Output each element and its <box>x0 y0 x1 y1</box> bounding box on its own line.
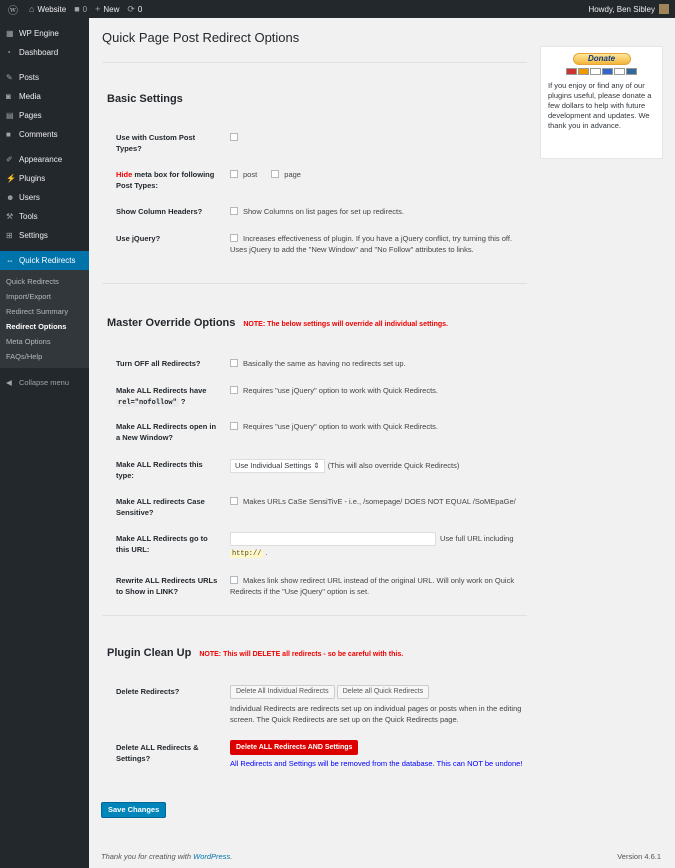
admin-sidebar <box>0 18 89 868</box>
case-sensitive-checkbox[interactable] <box>230 497 238 505</box>
delete-quick-redirects-button[interactable]: Delete all Quick Redirects <box>337 685 430 699</box>
comments-link[interactable]: ■ 0 <box>74 4 88 14</box>
wrench-icon: ⚒ <box>6 212 14 221</box>
plus-icon: + <box>95 4 101 14</box>
divider <box>102 62 527 63</box>
donate-box <box>540 46 663 159</box>
custom-post-types-label: Use with Custom Post Types? <box>116 133 196 153</box>
redirect-type-label: Make ALL Redirects this type: <box>116 460 203 480</box>
dashboard-icon: ◔ <box>6 48 11 57</box>
new-window-label: Make ALL Redirects open in a New Window? <box>116 422 217 442</box>
submenu-redirect-options[interactable]: Redirect Options <box>6 322 67 331</box>
settings-icon: ⊞ <box>6 231 13 240</box>
wordpress-logo-icon[interactable]: ⓦ <box>8 5 18 17</box>
new-window-checkbox[interactable] <box>230 422 238 430</box>
rewrite-urls-checkbox[interactable] <box>230 576 238 584</box>
hide-meta-box-label: Hide meta box for following Post Types: <box>116 170 215 190</box>
submenu-import-export[interactable]: Import/Export <box>6 292 52 301</box>
quick-redirects-submenu <box>0 270 89 368</box>
updates-link[interactable]: ⟳ 0 <box>127 3 143 14</box>
site-name-link[interactable]: ⌂ Website <box>29 4 67 14</box>
refresh-icon: ⟳ <box>127 3 135 14</box>
version-text: Version 4.6.1 <box>617 852 661 861</box>
column-headers-checkbox[interactable] <box>230 207 238 215</box>
hide-post-checkbox[interactable] <box>230 170 238 178</box>
page-title: Quick Page Post Redirect Options <box>102 30 300 45</box>
redirect-type-select[interactable]: Use Individual Settings ⇕ <box>230 459 325 473</box>
main-content: Quick Page Post Redirect Options Basic Settings Use with Custom Post Types? Hide meta box for following Post Types: post page Show Column Headers? Show Columns on list pages for set up redirects. Use jQuery? Increases effectiveness of plugin. If you have a jQuery conflict, try turning this off. Uses jQuery to add the "New Window" and "No Follow" attributes to links. Master Override Options NOTE: The below settings will override all individual settings. Turn OFF all Redirects? Basically the same as having no redirects set up. Make ALL Redirects have rel="nofollow" ? Requires "use jQuery" option to work with Quick Redirects. Make ALL Redirects open in a New Window? Requires "use jQuery" option to work with Quick Redirects. Make ALL Redirects this type: Use Individual Settings ⇕ (This will also override Quick Redirects) Make ALL redirects Case Sensitive? Makes URLs CaSe SensiTivE - i.e., /somepage/ DOES NOT EQUAL /SoMEpaGe/ Make ALL Redirects go to this URL: Use full URL including http:// . Rewrite ALL Redirects URLs to Show in LINK? Makes link show redirect URL instead of the original URL. Will only work on Quick Redirects if the "Use jQuery" option is set. Plugin Clean Up NOTE: This will DELETE all redirects - so be careful with this. Delete Redirects? Delete All Individual Redirects Delete all Quick Redirects Individual Redirects are redirects set up on individual pages or posts when in the editing screen. The Quick Redirects are set up on the Quick Redirects page. Delete ALL Redirects & Settings? Delete ALL Redirects AND Settings All Redirects and Settings will be removed from the database. This can NOT be undone! Save Changes Donate If you enjoy or find any of our plugins useful, please donate a few dollars to help with future development and updates. We thank you in advance. Thank you for creating with WordPress. Version 4.6.1 <box>89 18 675 868</box>
redirect-arrows-icon: ⇔ <box>6 256 14 265</box>
divider <box>102 283 527 284</box>
menu-item-wp-engine[interactable]: ▦ WP Engine <box>6 29 59 38</box>
submenu-quick-redirects[interactable]: Quick Redirects <box>6 277 59 286</box>
menu-item-tools[interactable]: ⚒ Tools <box>6 212 38 221</box>
submenu-meta-options[interactable]: Meta Options <box>6 337 51 346</box>
plug-icon: ⚡ <box>6 174 16 183</box>
menu-item-quick-redirects[interactable]: ⇔ Quick Redirects <box>0 251 89 270</box>
nofollow-checkbox[interactable] <box>230 386 238 394</box>
menu-item-appearance[interactable]: ✐ Appearance <box>6 155 63 164</box>
menu-item-pages[interactable]: ▤ Pages <box>6 111 42 120</box>
use-jquery-checkbox[interactable] <box>230 234 238 242</box>
admin-bar <box>0 0 675 18</box>
comment-icon: ■ <box>74 4 80 14</box>
rewrite-urls-label: Rewrite ALL Redirects URLs to Show in LINK? <box>116 576 218 596</box>
menu-item-users[interactable]: ☻ Users <box>6 193 40 202</box>
divider <box>102 615 527 616</box>
basic-settings-heading: Basic Settings <box>107 93 183 105</box>
menu-item-plugins[interactable]: ⚡ Plugins <box>6 174 46 183</box>
plugin-clean-up-heading: Plugin Clean Up NOTE: This will DELETE all redirects - so be careful with this. <box>107 647 404 659</box>
media-icon: ◙ <box>6 92 11 101</box>
credit-cards-icon <box>548 68 655 75</box>
submenu-faqs-help[interactable]: FAQs/Help <box>6 352 43 361</box>
redirect-url-input[interactable] <box>230 532 436 546</box>
delete-all-redirects-settings-button[interactable]: Delete ALL Redirects AND Settings <box>230 740 358 755</box>
clean-up-note: NOTE: This will DELETE all redirects - so be careful with this. <box>199 651 404 658</box>
case-sensitive-label: Make ALL redirects Case Sensitive? <box>116 497 205 517</box>
master-override-heading: Master Override Options NOTE: The below settings will override all individual settings. <box>107 317 448 329</box>
brush-icon: ✐ <box>6 155 13 164</box>
comments-icon: ■ <box>6 130 11 139</box>
submenu-redirect-summary[interactable]: Redirect Summary <box>6 307 69 316</box>
turn-off-redirects-label: Turn OFF all Redirects? <box>116 359 201 368</box>
delete-redirects-description: Individual Redirects are redirects set up on individual pages or posts when in the editing screen. The Quick Redirects are set up on the Quick Redirects page. <box>230 704 522 724</box>
collapse-menu-button[interactable]: ◀ Collapse menu <box>6 377 70 387</box>
redirect-url-label: Make ALL Redirects go to this URL: <box>116 534 208 554</box>
new-content-link[interactable]: + New <box>95 4 120 14</box>
delete-individual-redirects-button[interactable]: Delete All Individual Redirects <box>230 685 335 699</box>
wp-engine-icon: ▦ <box>6 29 14 38</box>
avatar <box>659 4 669 14</box>
custom-post-types-checkbox[interactable] <box>230 133 238 141</box>
donate-button[interactable]: Donate <box>573 53 631 65</box>
pages-icon: ▤ <box>6 111 14 120</box>
my-account-link[interactable]: Howdy, Ben Sibley <box>588 4 669 14</box>
turn-off-redirects-checkbox[interactable] <box>230 359 238 367</box>
menu-item-comments[interactable]: ■ Comments <box>6 130 58 139</box>
delete-all-warning: All Redirects and Settings will be removed from the database. This can NOT be undone! <box>230 759 523 768</box>
menu-item-posts[interactable]: ✎ Posts <box>6 73 40 82</box>
donate-text: If you enjoy or find any of our plugins useful, please donate a few dollars to help with future development and updates. We thank you in advance. <box>548 81 652 130</box>
user-icon: ☻ <box>6 193 15 202</box>
menu-item-dashboard[interactable]: ◔ Dashboard <box>6 48 59 57</box>
master-override-note: NOTE: The below settings will override all individual settings. <box>243 321 448 328</box>
chevron-down-icon: ⇕ <box>313 461 320 470</box>
hide-page-checkbox[interactable] <box>271 170 279 178</box>
save-changes-button[interactable]: Save Changes <box>101 802 166 818</box>
pin-icon: ✎ <box>6 73 13 82</box>
nofollow-label: Make ALL Redirects have rel="nofollow" ? <box>116 386 207 407</box>
footer: Thank you for creating with WordPress. Version 4.6.1 <box>101 852 661 861</box>
use-jquery-label: Use jQuery? <box>116 234 161 243</box>
collapse-icon: ◀ <box>6 377 12 387</box>
delete-all-label: Delete ALL Redirects & Settings? <box>116 743 199 763</box>
home-icon: ⌂ <box>29 4 35 14</box>
column-headers-label: Show Column Headers? <box>116 207 203 216</box>
menu-item-settings[interactable]: ⊞ Settings <box>6 231 48 240</box>
menu-item-media[interactable]: ◙ Media <box>6 92 41 101</box>
wordpress-link[interactable]: WordPress <box>193 852 231 861</box>
delete-redirects-label: Delete Redirects? <box>116 687 180 696</box>
